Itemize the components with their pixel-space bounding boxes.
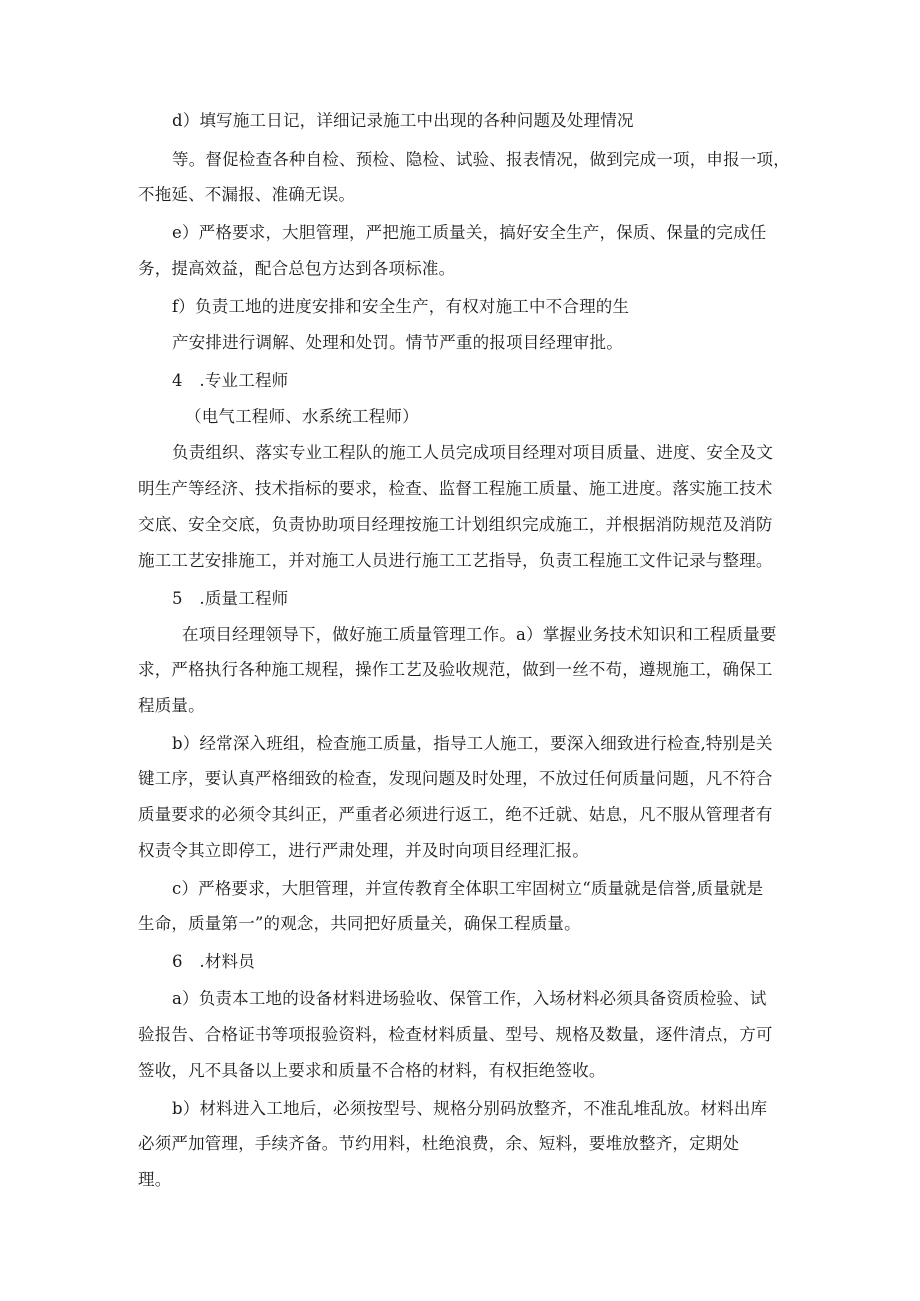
section-heading: 6 .材料员 xyxy=(172,952,255,971)
text-line: 交底、安全交底，负责协助项目经理按施工计划组织完成施工，并根据消防规范及消防 xyxy=(138,515,773,534)
text-line: 负责组织、落实专业工程队的施工人员完成项目经理对项目质量、进度、安全及文 xyxy=(172,443,774,462)
text-line: 明生产等经济、技术指标的要求，检查、监督工程施工质量、施工进度。落实施工技术 xyxy=(138,479,773,498)
text-line: 质量要求的必须令其纠正，严重者必须进行返工，绝不迁就、姑息，凡不服从管理者有 xyxy=(138,805,773,824)
text-line: 求，严格执行各种施工规程，操作工艺及验收规范，做到一丝不苟，遵规施工，确保工 xyxy=(138,660,773,679)
text-line: 验报告、合格证书等项报验资料，检查材料质量、型号、规格及数量，逐件清点，方可 xyxy=(138,1025,773,1044)
text-line: 等。督促检查各种自检、预检、隐检、试验、报表情况，做到完成一项，申报一项， xyxy=(172,150,790,169)
text-line: f）负责工地的进度安排和安全生产，有权对施工中不合理的生 xyxy=(172,297,630,316)
text-line: 施工工艺安排施工，并对施工人员进行施工工艺指导，负责工程施工文件记录与整理。 xyxy=(138,551,773,570)
text-line: 必须严加管理，手续齐备。节约用料，杜绝浪费，余、短料，要堆放整齐，定期处 xyxy=(138,1134,740,1153)
text-line: 不拖延、不漏报、准确无误。 xyxy=(138,185,356,204)
text-line: 在项目经理领导下，做好施工质量管理工作。a）掌握业务技术知识和工程质量要 xyxy=(182,625,777,644)
text-line: 程质量。 xyxy=(138,696,205,715)
section-heading: 4 .专业工程师 xyxy=(172,371,289,390)
text-line: 生命，质量第一”的观念，共同把好质量关，确保工程质量。 xyxy=(138,914,581,933)
text-line: c）严格要求，大胆管理，并宣传教育全体职工牢固树立“质量就是信誉,质量就是 xyxy=(172,879,764,898)
text-line: 签收，凡不具备以上要求和质量不合格的材料，有权拒绝签收。 xyxy=(138,1061,606,1080)
text-line: 务，提高效益，配合总包方达到各项标准。 xyxy=(138,259,456,278)
text-line: a）负责本工地的设备材料进场验收、保管工作，入场材料必须具备资质检验、试 xyxy=(172,989,767,1008)
section-subheading: （电气工程师、水系统工程师） xyxy=(185,407,419,426)
text-line: 理。 xyxy=(138,1170,172,1189)
section-heading: 5 .质量工程师 xyxy=(172,589,289,608)
text-line: b）经常深入班组，检查施工质量，指导工人施工，要深入细致进行检查,特别是关 xyxy=(172,734,773,753)
text-line: 权责令其立即停工，进行严肃处理，并及时向项目经理汇报。 xyxy=(138,841,589,860)
text-line: 键工序，要认真严格细致的检查，发现问题及时处理，不放过任何质量问题，凡不符合 xyxy=(138,769,773,788)
text-line: e）严格要求，大胆管理，严把施工质量关，搞好安全生产，保质、保量的完成任 xyxy=(172,223,767,242)
text-line: 产安排进行调解、处理和处罚。情节严重的报项目经理审批。 xyxy=(172,333,623,352)
text-line: d）填写施工日记，详细记录施工中出现的各种问题及处理情况 xyxy=(172,111,634,130)
text-line: b）材料进入工地后，必须按型号、规格分别码放整齐，不准乱堆乱放。材料出库 xyxy=(172,1099,768,1118)
